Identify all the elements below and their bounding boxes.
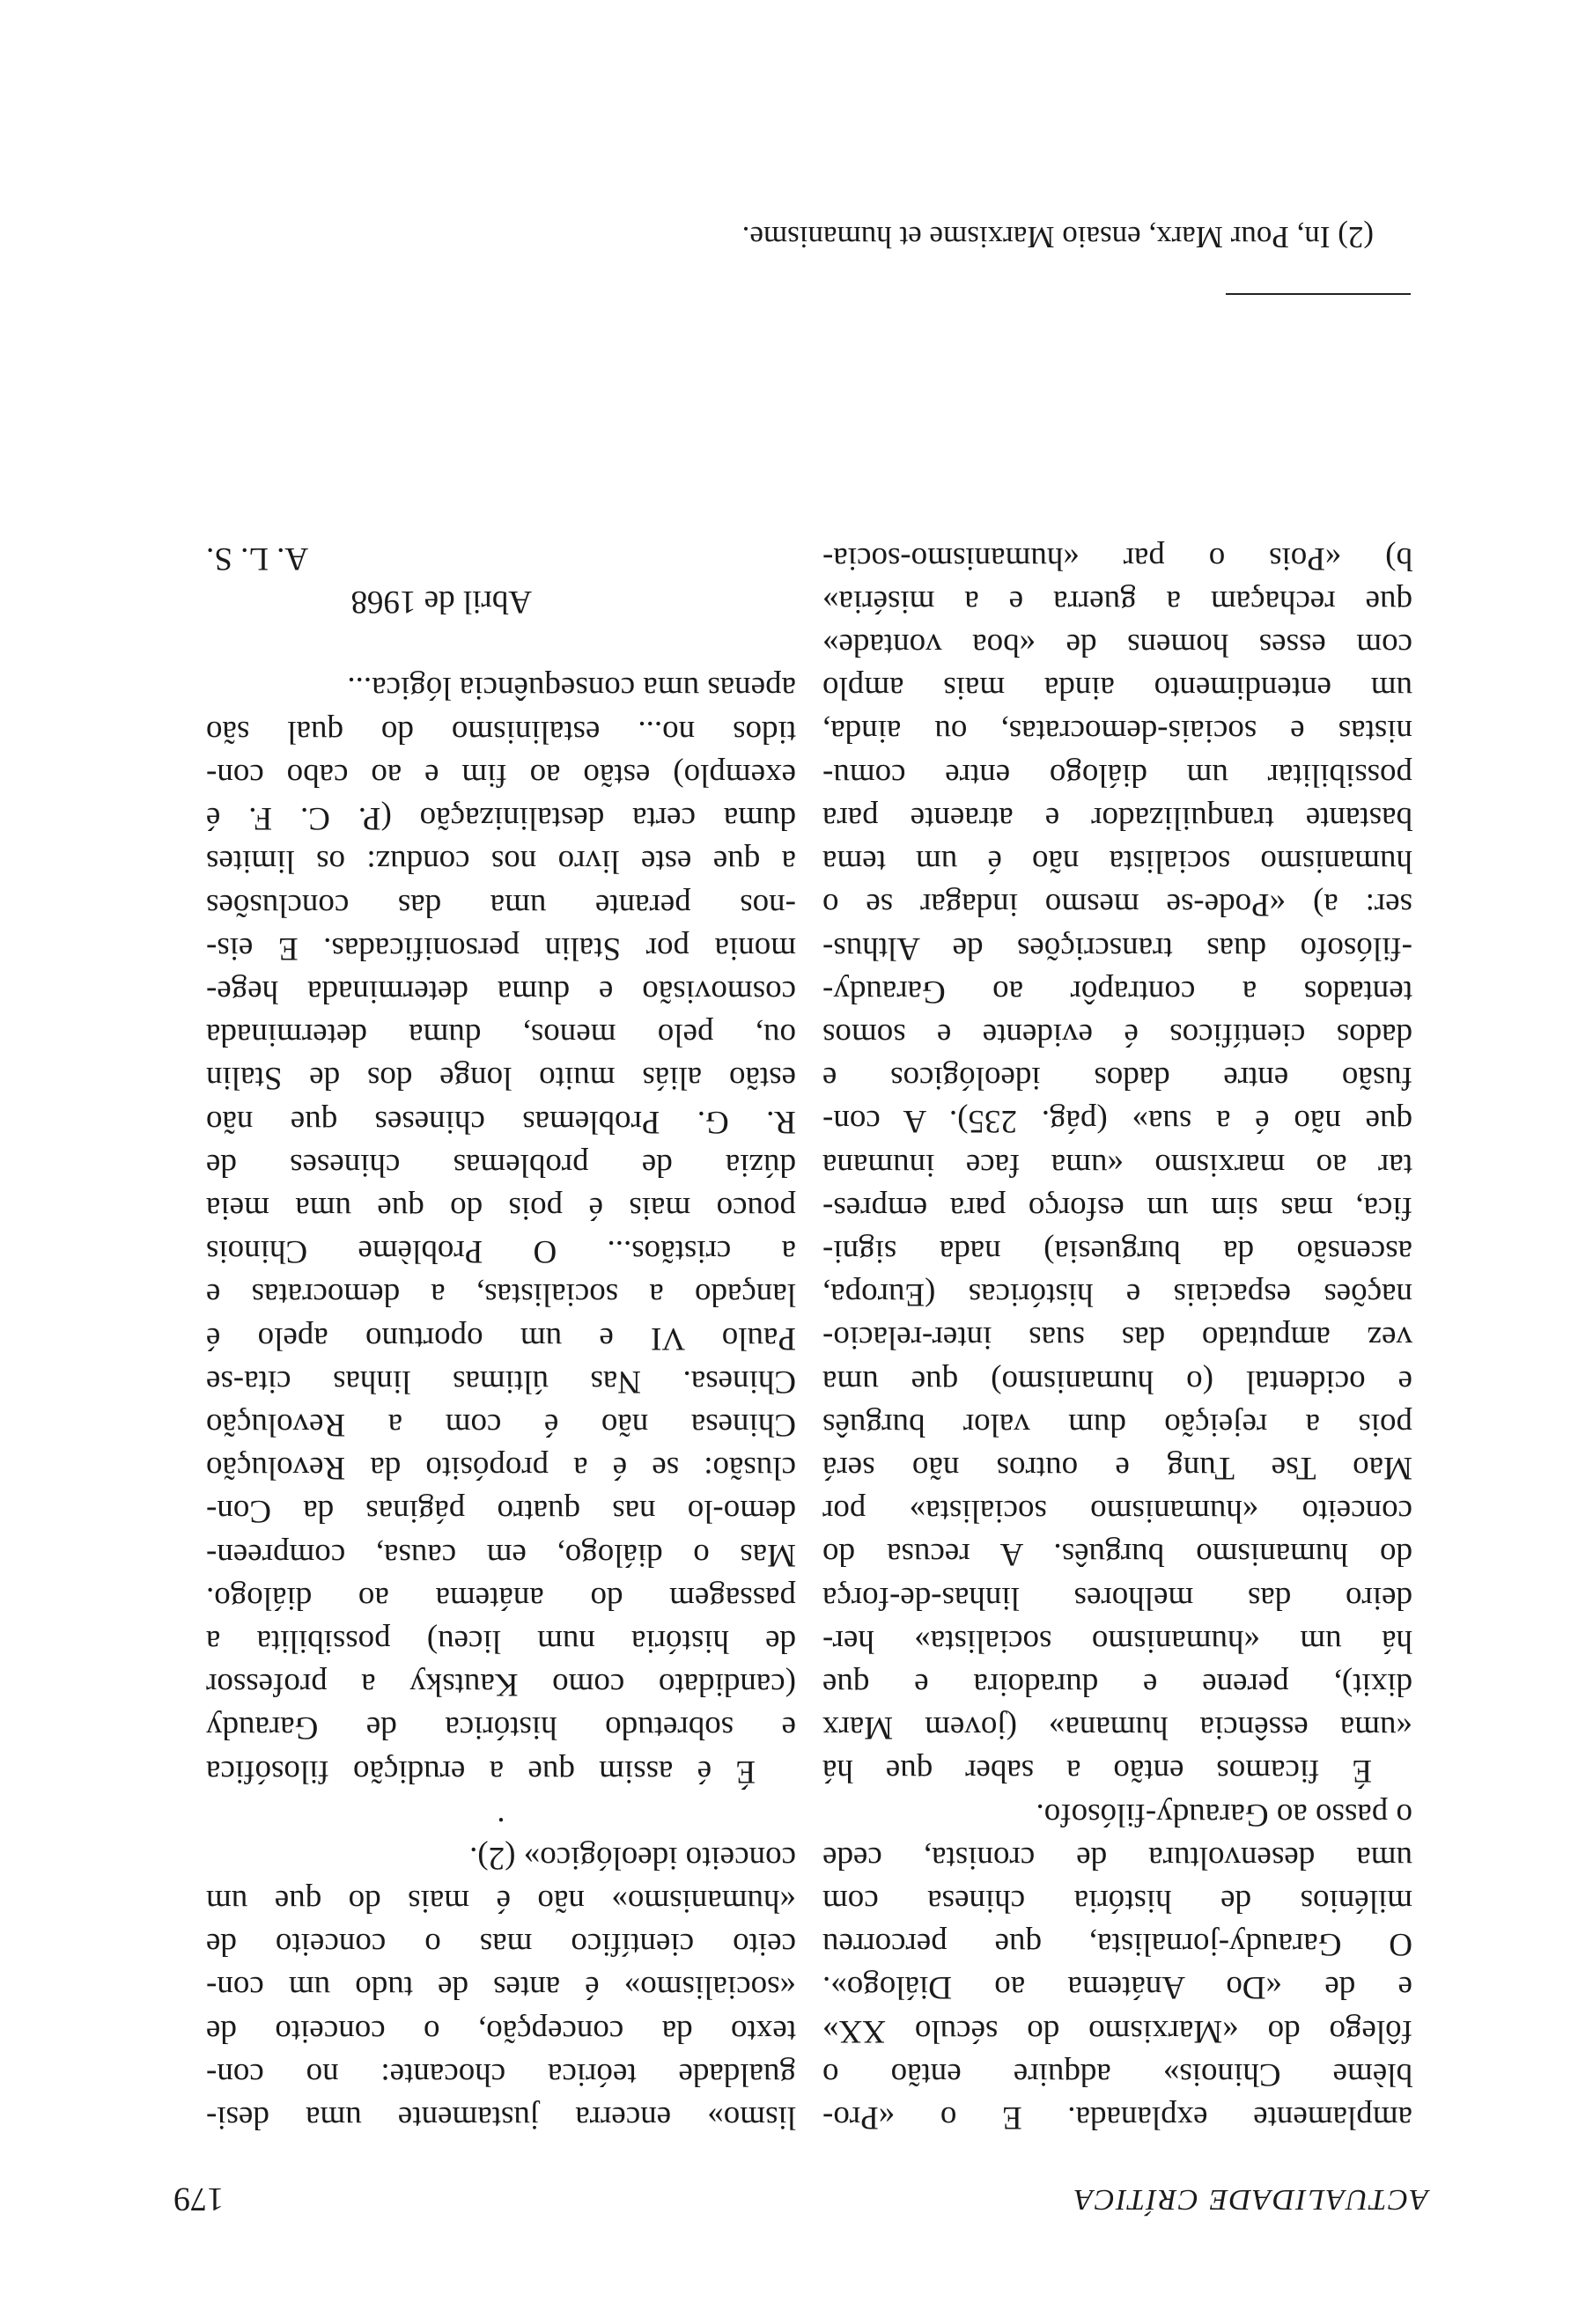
text-line: possibilitar um diálogo entre comu- (822, 756, 1412, 793)
text-line: É é assim que a erudição filosófica (206, 1753, 756, 1790)
text-line: há um «humanismo socialista» her- (822, 1622, 1412, 1659)
text-line: ser: a) «Pode-se mesmo indagar se o (822, 886, 1412, 923)
text-line: fusão entre dados ideológicos e (822, 1060, 1412, 1097)
text-line: fôlego do «Marxismo do século XX» (822, 2012, 1412, 2049)
text-line: dados científicos é evidente e somos (822, 1016, 1412, 1053)
text-line: «uma essência humana» (jovem Marx (822, 1710, 1412, 1747)
text-line: fica, mas sim um esforço para empres- (822, 1189, 1412, 1226)
text-line: lançado a socialistas, a democratas e (206, 1276, 796, 1313)
text-line: conceito ideológico» (2). (469, 1839, 796, 1876)
right-column (206, 537, 796, 2139)
text-line: passagem do anátema ao diálogo. (206, 1579, 796, 1616)
text-line: exemplo) estão ao fim e ao cabo con- (206, 756, 796, 793)
text-line: Mas o diálogo, em causa, compreen- (206, 1536, 796, 1573)
text-line: R. G. Problemas chineses que não (206, 1103, 796, 1140)
text-line: -nos perante uma das conclusões (206, 886, 796, 923)
text-line: ceito científico mas o conceito de (206, 1926, 796, 1963)
text-line: com esses homens de «boa vontade» (822, 627, 1412, 664)
text-line: clusão: se é a propósito da Revolução (206, 1450, 796, 1487)
text-line: Abril de 1968 (350, 584, 532, 621)
text-line: uma desenvoltura de cronista, cede (822, 1839, 1412, 1876)
text-line: milénios de história chinesa com (822, 1882, 1412, 1919)
text-line: duma certa destalinização (P. C. F. é (206, 800, 796, 837)
text-line: apenas uma consequência lógica... (347, 670, 796, 707)
footnote-rule (1226, 293, 1411, 295)
text-line: -filósofo duas transcrições de Althus- (822, 930, 1412, 967)
text-line: O Garaudy-jornalista, que percorreu (822, 1926, 1412, 1963)
footnote: (2) In, Pour Marx, ensaio Marxisme et humanisme. (741, 220, 1374, 254)
spacer (206, 623, 796, 666)
text-line: «socialismo» é antes de tudo um con- (206, 1969, 796, 2006)
text-line: tentados a contrapôr ao Garaudy- (822, 973, 1412, 1010)
text-line: b) «Pois o par «humanismo-socia- (822, 540, 1412, 577)
text-line: A. L. S. (206, 541, 309, 577)
text-line: Paulo VI e um oportuno apelo é (206, 1320, 796, 1357)
text-line: gualdade teórica chocante: no con- (206, 2056, 796, 2092)
text-line: amplamente explanada. E o «Pro- (822, 2100, 1412, 2136)
text-line: e sobretudo histórica de Garaudy (206, 1710, 796, 1747)
text-line: ascensão da burguesia) nada signi- (822, 1232, 1412, 1269)
text-line: de história num liceu) possibilita a (206, 1622, 796, 1659)
text-line: nistas e sociais-democratas, ou ainda, (822, 713, 1412, 750)
left-column (822, 536, 1412, 2139)
section-separator: · (495, 1800, 507, 1837)
text-line: Mao Tse Tung e outros não será (822, 1449, 1412, 1486)
text-line: lismo» encerra justamente uma desi- (206, 2100, 796, 2136)
text-line: Chinesa. Nas últimas linhas cita-se (206, 1363, 796, 1400)
text-line: o passo ao Garaudy-filósofo. (1036, 1796, 1412, 1833)
text-line: pois a rejeição dum valor burguês (822, 1406, 1412, 1443)
text-line: dixit), perene e duradoira e que (822, 1666, 1412, 1703)
text-line: (candidato como Kautsky a professor (206, 1666, 796, 1703)
running-head-title: ACTUALIDADE CRÍTICA (1073, 2183, 1428, 2216)
text-line: monia por Stalin personificadas. E eis- (206, 930, 796, 967)
text-line: bastante tranquilizador e atraente para (822, 799, 1412, 836)
text-line: Chinesa não é com a Revolução (206, 1406, 796, 1443)
text-line: a que este livro nos conduz: os limites (206, 843, 796, 880)
text-line: um entendimento ainda mais amplo (822, 670, 1412, 707)
text-line: É ficamos então a saber que há (822, 1753, 1372, 1790)
text-line: tar ao marxismo «uma face inumana (822, 1146, 1412, 1183)
text-line: ou, pelo menos, duma determinada (206, 1017, 796, 1054)
text-line: tidos no... estalinismo do qual são (206, 713, 796, 750)
text-line: texto da concepção, o conceito de (206, 2012, 796, 2049)
text-line: que rechaçam a guerra e a miséria» (822, 583, 1412, 620)
text-line: do humanismo burguês. A recusa do (822, 1536, 1412, 1573)
text-line: estão aliás muito longe dos de Stalin (206, 1060, 796, 1097)
text-line: deiro das melhores linhas-de-força (822, 1579, 1412, 1616)
text-line: e de «Do Anátema ao Diálogo». (822, 1969, 1412, 2006)
page-number: 179 (173, 2181, 224, 2217)
text-line: nações espaciais e históricas (Europa, (822, 1276, 1412, 1313)
text-line: demo-lo nas quatro páginas da Con- (206, 1493, 796, 1530)
text-line: a cristãos... O Problème Chinois (206, 1233, 796, 1270)
text-line: dúzia de problemas chineses de (206, 1146, 796, 1183)
text-line: que não é a sua» (pág. 235). A con- (822, 1103, 1412, 1140)
text-line: pouco mais é pois do que uma meia (206, 1189, 796, 1226)
text-line: e ocidental (o humanismo) que uma (822, 1363, 1412, 1400)
text-line: humanismo socialista não é um tema (822, 843, 1412, 880)
text-line: «humanismo» não é mais do que um (206, 1882, 796, 1919)
text-line: conceito «humanismo socialista» por (822, 1493, 1412, 1530)
text-line: blème Chinois» adquire então o (822, 2056, 1412, 2092)
text-line: vez amputado das suas inter-relacio- (822, 1320, 1412, 1357)
text-line: cosmovisão e duma determinada hege- (206, 973, 796, 1010)
